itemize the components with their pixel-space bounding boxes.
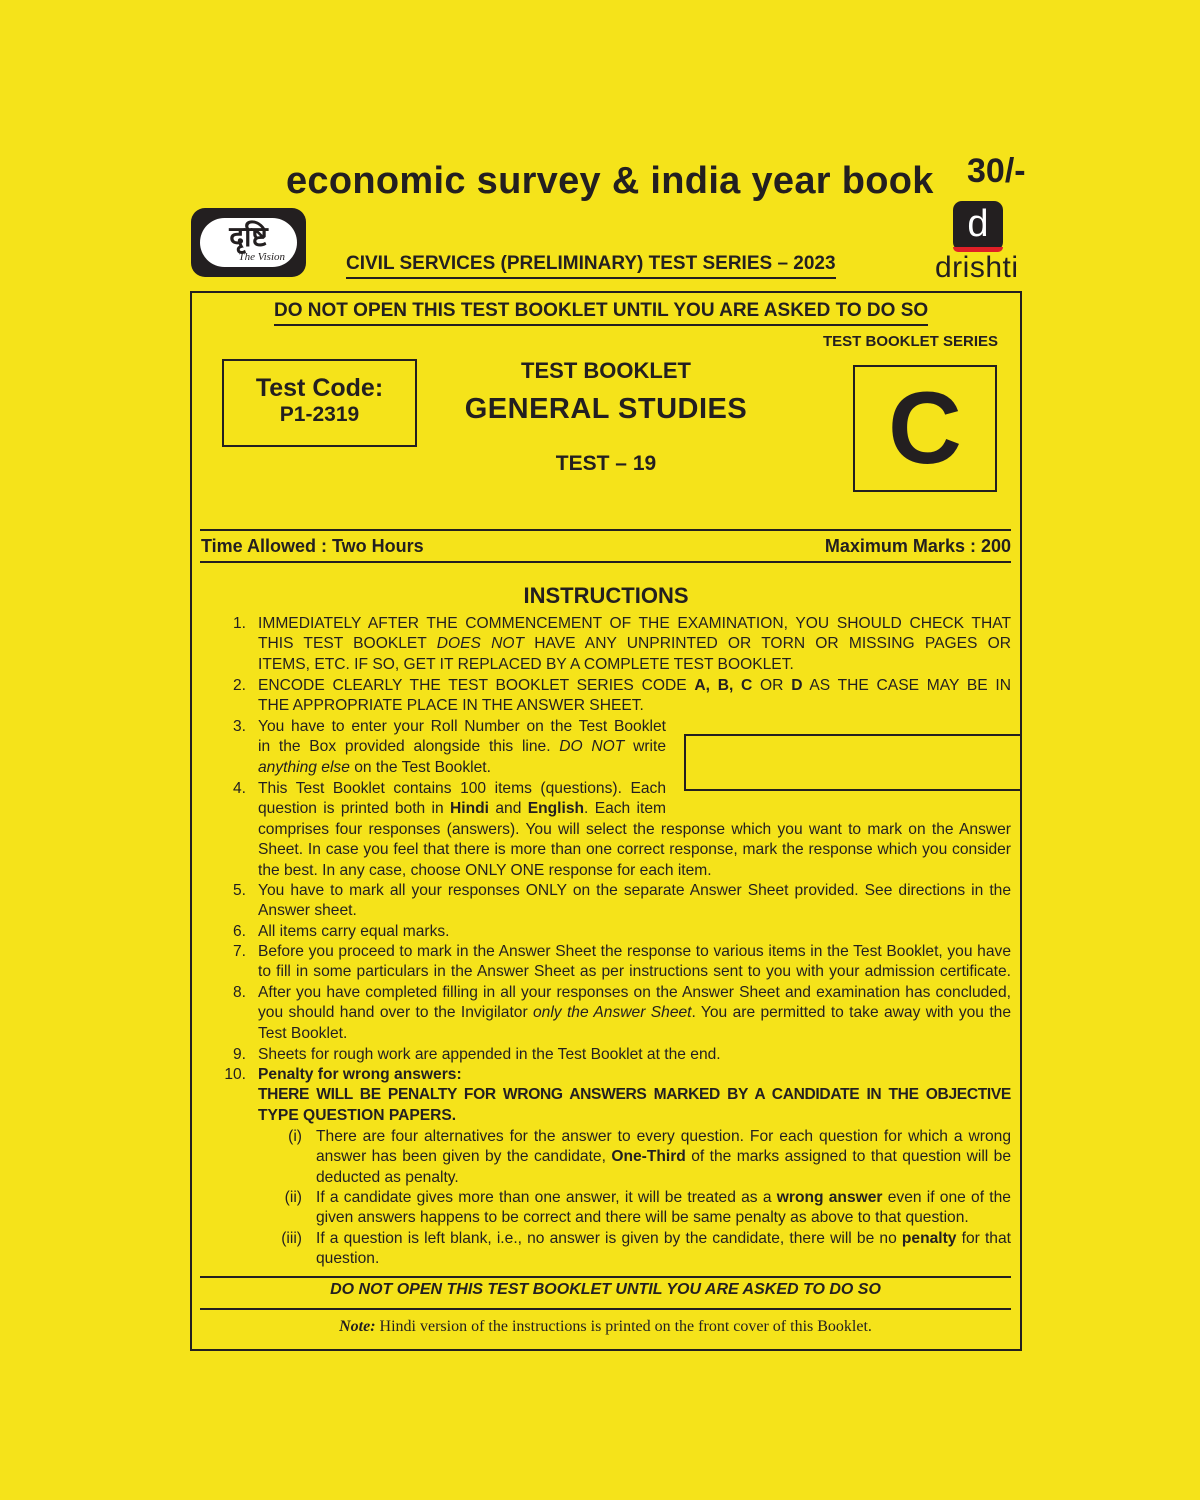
price-label: 30/-	[967, 152, 1026, 190]
booklet-series-value: C	[888, 371, 962, 485]
instruction-text: you should hand over to the Invigilator only the Answer Sheet. You are permitted to take away with you the	[258, 1004, 1011, 1022]
instructions-heading: INSTRUCTIONS	[523, 583, 689, 608]
item-number: 9.	[232, 1046, 246, 1063]
sub-instruction-text: There are four alternatives for the answer to every question. For each question for which a wrong	[316, 1128, 1011, 1145]
maximum-marks: Maximum Marks : 200	[824, 536, 1011, 556]
logo-hindi-text: दृष्टि	[229, 220, 268, 253]
item-number: 5.	[232, 882, 246, 899]
hindi-note	[200, 1318, 1011, 1336]
divider	[200, 529, 1011, 531]
instruction-text: in the Box provided alongside this line. DO NOT write	[258, 738, 666, 756]
instruction-text: anything else on the Test Booklet.	[258, 758, 491, 776]
series-title: CIVIL SERVICES (PRELIMINARY) TEST SERIES – 2023	[346, 253, 836, 279]
logo-wordmark: drishti	[935, 251, 1019, 284]
item-number: 3.	[232, 718, 246, 735]
instruction-text: THE APPROPRIATE PLACE IN THE ANSWER SHEET.	[258, 697, 644, 715]
subject-title: GENERAL STUDIES	[464, 393, 748, 425]
item-number: 10.	[224, 1066, 246, 1083]
sub-instruction-text: deducted as penalty.	[316, 1168, 459, 1186]
sub-item-number: (ii)	[284, 1189, 302, 1206]
sub-item-number: (i)	[288, 1128, 302, 1145]
booklet-series-box	[853, 365, 997, 492]
instruction-text: You have to mark all your responses ONLY on the separate Answer Sheet provided. See directions in the	[258, 882, 1011, 899]
item-number: 6.	[232, 923, 246, 940]
headline: economic survey & india year book	[286, 160, 934, 202]
divider	[200, 1308, 1011, 1310]
item-number: 1.	[232, 615, 246, 632]
instruction-text: Before you proceed to mark in the Answer Sheet the response to various items in the Test Booklet, you have	[258, 943, 1011, 960]
instruction-text: to fill in some particulars in the Answer Sheet as per instructions sent to you with your admission certificate.	[258, 963, 1011, 981]
sub-instruction-text: given answers happens to be correct and there will be same penalty as above to that question.	[316, 1209, 969, 1227]
drishti-logo	[935, 201, 1025, 286]
test-code-value: P1-2319	[279, 403, 360, 426]
booklet-title: TEST BOOKLET	[521, 358, 691, 383]
item-number: 8.	[232, 984, 246, 1001]
logo-d-icon: d	[953, 201, 1003, 251]
sub-instruction-text: If a candidate gives more than one answer, it will be treated as a wrong answer even if one of the	[316, 1189, 1011, 1206]
instruction-text: question is printed both in Hindi and English. Each item	[258, 800, 667, 818]
instruction-text: ITEMS, ETC. IF SO, GET IT REPLACED BY A COMPLETE TEST BOOKLET.	[258, 655, 794, 673]
sub-item-number: (iii)	[281, 1230, 302, 1247]
instruction-text: ENCODE CLEARLY THE TEST BOOKLET SERIES CODE A, B, C OR D AS THE CASE MAY BE IN	[258, 677, 1011, 694]
instruction-text: THIS TEST BOOKLET DOES NOT HAVE ANY UNPRINTED OR TORN OR MISSING PAGES OR	[258, 635, 1011, 653]
instruction-text: You have to enter your Roll Number on the Test Booklet	[258, 718, 666, 735]
instruction-text: Test Booklet.	[258, 1024, 348, 1042]
test-code-label: Test Code:	[255, 374, 384, 402]
booklet-series-label: TEST BOOKLET SERIES	[823, 333, 999, 350]
time-allowed: Time Allowed : Two Hours	[201, 536, 424, 556]
instruction-text: Answer sheet.	[258, 902, 357, 920]
instruction-text: IMMEDIATELY AFTER THE COMMENCEMENT OF THE EXAMINATION, YOU SHOULD CHECK THAT	[258, 615, 1011, 632]
test-code-box	[222, 359, 417, 447]
penalty-warning: THERE WILL BE PENALTY FOR WRONG ANSWERS MARKED BY A CANDIDATE IN THE OBJECTIVE	[258, 1086, 1011, 1104]
penalty-heading: Penalty for wrong answers:	[258, 1066, 462, 1083]
penalty-warning: TYPE QUESTION PAPERS.	[258, 1106, 457, 1124]
test-number: TEST – 19	[555, 452, 657, 475]
item-number: 4.	[232, 780, 246, 797]
item-number: 2.	[232, 677, 246, 694]
sub-instruction-text: answer has been given by the candidate, One-Third of the marks assigned to that question will be	[316, 1148, 1011, 1166]
sub-instruction-text: question.	[316, 1250, 380, 1268]
divider	[200, 1276, 1011, 1278]
instruction-text: This Test Booklet contains 100 items (questions). Each	[258, 780, 666, 797]
warning-bottom: DO NOT OPEN THIS TEST BOOKLET UNTIL YOU ARE ASKED TO DO SO	[330, 1281, 881, 1298]
roll-number-box	[684, 734, 1020, 791]
instruction-text: Sheets for rough work are appended in the Test Booklet at the end.	[258, 1046, 721, 1063]
warning-top: DO NOT OPEN THIS TEST BOOKLET UNTIL YOU ARE ASKED TO DO SO	[274, 300, 928, 326]
instruction-text: After you have completed filling in all your responses on the Answer Sheet and examination has concluded,	[258, 984, 1011, 1001]
sub-instruction-text: If a question is left blank, i.e., no answer is given by the candidate, there will be no penalty for that	[316, 1230, 1011, 1247]
drishti-hindi-logo	[191, 208, 306, 277]
divider	[200, 561, 1011, 563]
item-number: 7.	[232, 943, 246, 960]
note-label: Note:	[339, 1318, 376, 1335]
logo-tagline: The Vision	[238, 251, 285, 263]
instruction-text: the best. In any case, choose ONLY ONE response for each item.	[258, 861, 712, 879]
note-text: Hindi version of the instructions is printed on the front cover of this Booklet.	[375, 1318, 872, 1335]
instruction-text: comprises four responses (answers). You will select the response which you want to mark on the Answer	[258, 820, 1011, 838]
instruction-text: All items carry equal marks.	[258, 923, 450, 940]
instruction-text: Sheet. In case you feel that there is more than one correct response, mark the response which you consider	[258, 841, 1011, 859]
